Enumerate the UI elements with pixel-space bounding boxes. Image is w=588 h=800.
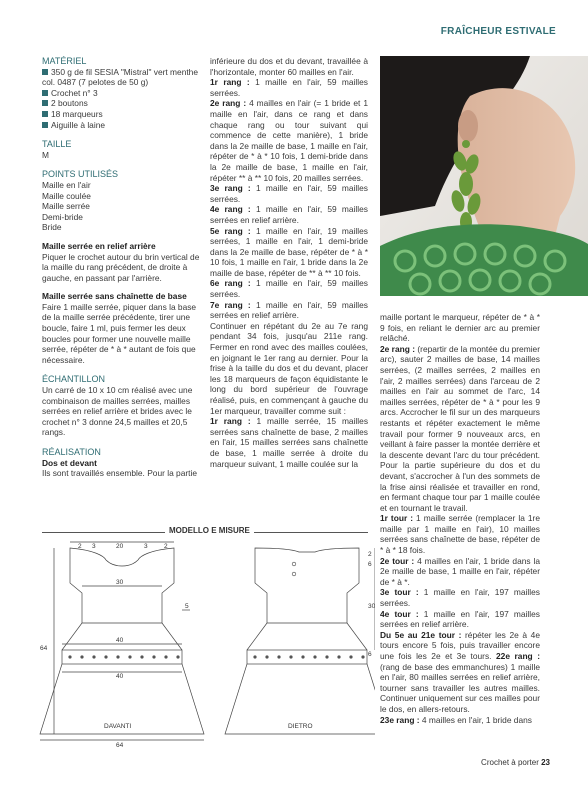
msscb-title: Maille serrée sans chaînette de base: [42, 291, 187, 302]
dim-label: 6: [368, 561, 372, 568]
taille-title: TAILLE: [42, 139, 72, 150]
bullet-icon: [42, 100, 48, 106]
dim-label: 5: [185, 603, 189, 610]
taille-value: M: [42, 149, 49, 160]
list-item: Maille coulée: [42, 190, 91, 201]
dim-label: 6: [368, 651, 372, 658]
list-item: Maille serrée: [42, 201, 90, 212]
materiel-list: [42, 67, 200, 131]
paragraph: 4e tour : 1 maille en l'air, 197 mailles serrées en relief arrière.: [380, 608, 540, 630]
button-icon: [292, 562, 296, 566]
dim-label: 30: [116, 579, 124, 586]
model-photo-illustration: [380, 56, 588, 296]
model-photo: [380, 56, 588, 296]
paragraph: 1r rang : 1 maille en l'air, 59 mailles serrées.: [210, 77, 368, 98]
paragraph: Du 5e au 21e tour : répéter les 2e à 4e tours encore 5 fois, puis travailler encore une fois les 2e et 3e tours. 22e rang : (rang de base des emmanchures) 1 maille en l'air, 80 mailles serrées en relief arrière, tourner sans travailler les autres mailles. Continuer uniquement sur ces mailles pour le dos, en allers-retours.: [380, 629, 540, 714]
paragraph: maille portant le marqueur, répéter de * à * 9 fois, en reliant le dernier arc au premier relâché.: [380, 312, 540, 344]
materiel-title: MATÉRIEL: [42, 56, 87, 66]
page-number: 23: [541, 758, 550, 767]
front-label: DAVANTI: [104, 723, 132, 730]
list-item: Maille en l'air: [42, 179, 91, 190]
paragraph: 3e tour : 1 maille en l'air, 197 mailles serrées.: [380, 587, 540, 609]
bullet-icon: [42, 111, 48, 117]
dim-label: 2: [78, 543, 82, 550]
dim-label: 64: [116, 742, 124, 748]
msscb-text: Faire 1 maille serrée, piquer dans la base de la maille serrée précédente, tirer une boucle, faire 1 ml, puis fermer les deux boucles pour former une nouvelle maille serrée, répéter de * à * autant de fois que nécessaire.: [42, 301, 197, 365]
dim-label: 20: [116, 543, 124, 550]
list-item: Crochet n° 3: [42, 88, 200, 99]
realisation-title: RÉALISATION: [42, 447, 101, 457]
paragraph: 1r rang : 1 maille serrée, 15 mailles serrées sans chaînette de base, 2 mailles en l'air, 15 mailles serrées sans chaînette de base, 1 maille serrée à droite du marqueur suivant, 1 maille coulée sur la: [210, 416, 369, 469]
paragraph: 5e rang : 1 maille en l'air, 19 mailles serrées, 1 maille en l'air, 1 demi-bride dans la 2e maille de base, répéter de * à * 10 fois, 1 maille en l'air, 1 bride dans la 2e maille de base, répéter de ** à ** 10 fois.: [210, 225, 368, 278]
list-item: 18 marqueurs: [42, 109, 200, 120]
points-title: POINTS UTILISÉS: [42, 169, 119, 180]
page-footer: [481, 758, 550, 767]
list-item: 350 g de fil SESIA "Mistral" vert menthe col. 0487 (7 pelotes de 50 g): [42, 66, 198, 88]
section-header: FRAÎCHEUR ESTIVALE: [440, 26, 556, 37]
list-item: 2 boutons: [42, 98, 200, 109]
paragraph: 2e rang : (repartir de la montée du premier arc), sauter 2 mailles de base, 14 mailles serrées, (2 mailles serrées, 2 mailles en l'air, 2 mailles serrées) dans l'arceau de 2 mailles en l'air au sommet de l'arc, 14 mailles serrées, répéter de * à * pour les 9 arcs. Accrocher le fil sur un des marqueurs restants et répéter exactement le même travail pour former 9 nouveaux arcs, en veillant à faire passer la montée derrière et la descente devant l'arc du tour précédent. Pour la partie supérieure du dos et du devant, s'accrocher à l'un des sommets de la frise ainsi réalisée et travailler en rond, en fermant chaque tour par 1 maille coulée et en tournant le travail.: [380, 343, 540, 513]
paragraph: Continuer en répétant du 2e au 7e rang pendant 34 fois, jusqu'au 211e rang. Fermer en rond avec des mailles coulées, en joignant le 1er rang au dernier. Pour la frise à la taille du dos et du devant, placer les 18 marqueurs de façon équidistante le long du bord supérieur de l'ouvrage réalisé, puis, en commençant à gauche du 1er marqueur, travailler comme suit :: [210, 320, 368, 416]
dim-label: 64: [40, 645, 48, 652]
dim-label: 3: [144, 543, 148, 550]
footer-text: Crochet à porter: [481, 758, 539, 767]
paragraph: 6e rang : 1 maille en l'air, 59 mailles serrées.: [210, 278, 368, 300]
paragraph: 2e tour : 4 mailles en l'air, 1 bride dans la 2e maille de base, 1 maille en l'air, répéter de * à *.: [380, 555, 540, 587]
echantillon-text: Un carré de 10 x 10 cm réalisé avec une combinaison de mailles serrées, mailles serrées en relief arrière et brides avec le crochet n° 3 donne 24,5 mailles et 20,5 rangs.: [42, 385, 193, 438]
column-2: [210, 56, 368, 469]
paragraph: 1r tour : 1 maille serrée (remplacer la 1re maille par 1 maille en l'air), 10 mailles serrées sans chaînette de base, répéter de * à * 18 fois.: [380, 513, 540, 556]
dim-label: 30: [368, 603, 375, 610]
msra-text: Piquer le crochet autour du brin vertical de la maille du rang précédent, de droite à gauche, en passant par l'arrière.: [42, 251, 200, 283]
dim-label: 3: [92, 543, 96, 550]
bullet-icon: [42, 90, 48, 96]
dim-label: 40: [116, 637, 124, 644]
list-item: Aiguille à laine: [42, 120, 200, 131]
paragraph: 4e rang : 1 maille en l'air, 59 mailles serrées en relief arrière.: [210, 204, 368, 225]
back-label: DIETRO: [288, 723, 313, 730]
dim-label: 2: [164, 543, 168, 550]
dim-label: 40: [116, 673, 124, 680]
realisation-text: Ils sont travaillés ensemble. Pour la partie: [42, 468, 198, 479]
bullet-icon: [42, 122, 48, 128]
dim-label: 2: [368, 551, 372, 558]
paragraph: 2e rang : 4 mailles en l'air (= 1 bride et 1 maille en l'air, dans ce rang et dans chaque rang ou tour suivant qui commence de cette manière), 1 bride dans la 2e maille de base, 1 maille en l'air, répéter de * à * 10 fois, 1 demi-bride dans la 2e maille de base, 1 maille en l'air, répéter ** à ** 10 fois, 20 mailles serrées.: [210, 98, 368, 183]
realisation-subtitle: Dos et devant: [42, 457, 97, 468]
diagram-title: [42, 526, 368, 538]
paragraph: inférieure du dos et du devant, travaillée à l'horizontale, monter 60 mailles en l'air.: [210, 56, 368, 77]
paragraph: 7e rang : 1 maille en l'air, 59 mailles serrées en relief arrière.: [210, 299, 368, 321]
list-item: Bride: [42, 222, 62, 233]
column-1: [42, 56, 200, 479]
list-item: Demi-bride: [42, 211, 83, 222]
paragraph: 3e rang : 1 maille en l'air, 59 mailles serrées.: [210, 183, 368, 204]
diagram-title-text: MODELLO E MISURE: [165, 526, 254, 535]
pattern-diagram: [30, 538, 375, 748]
column-3: [380, 312, 540, 725]
button-icon: [292, 572, 296, 576]
bullet-icon: [42, 69, 48, 75]
echantillon-title: ÉCHANTILLON: [42, 374, 106, 385]
msra-title: Maille serrée en relief arrière: [42, 240, 156, 251]
paragraph: 23e rang : 4 mailles en l'air, 1 bride dans: [380, 714, 532, 725]
